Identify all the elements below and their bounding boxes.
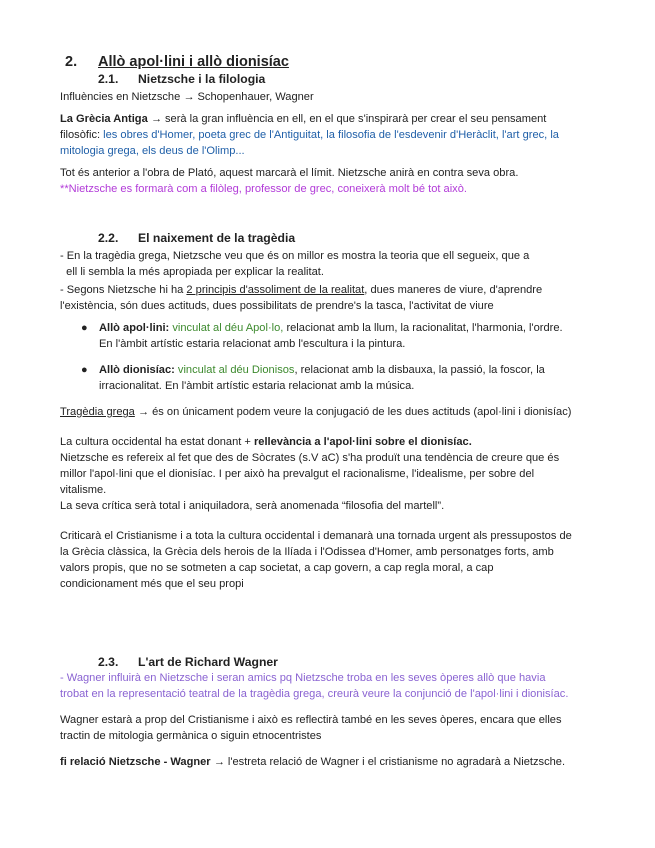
text-span: → l'estreta relació de Wagner i el cristianisme no agradarà a Nietzsche. [210, 756, 566, 768]
bold-term: Allò dionisíac: [99, 364, 175, 376]
bold-term: La Grècia Antiga [60, 113, 148, 125]
section-heading [65, 53, 289, 71]
bold-term: fi relació Nietzsche - Wagner [60, 756, 211, 768]
paragraph-line [60, 404, 571, 420]
paragraph-line [60, 754, 565, 770]
paragraph-line: Criticarà el Cristianisme i a tota la cultura occidental i demanarà una tornada urgent als pressupostos de [60, 530, 572, 542]
text-span: filosòfic: [60, 129, 104, 141]
paragraph-line: Tot és anterior a l'obra de Plató, aquest marcarà el límit. Nietzsche anirà en contra seva obra. [60, 167, 519, 179]
text-span: La cultura occidental ha estat donant + [60, 436, 254, 448]
paragraph-line: valors propis, que no se sotmeten a cap societat, a cap govern, a cap regla moral, a cap [60, 562, 494, 574]
text-span: relacionat amb la llum, la racionalitat, l'harmonia, l'ordre. [283, 322, 563, 334]
paragraph-line: - En la tragèdia grega, Nietzsche veu que és on millor es mostra la teoria que ell segueix, que a [60, 250, 530, 262]
paragraph-line: Wagner estarà a prop del Cristianisme i això es reflectirà també en les seves òperes, encara que elles [60, 714, 562, 726]
text-span: , dues maneres de viure, d'aprendre [364, 284, 543, 296]
subsection-number: 2.3. [98, 655, 119, 669]
paragraph-line [60, 127, 559, 143]
section-number: 2. [65, 54, 78, 70]
text-span: → és on únicament podem veure la conjugació de les dues actituds (apol·lini i dionisíac) [134, 406, 572, 418]
highlight-line: - Wagner influirà en Nietzsche i seran amics pq Nietzsche troba en les seves òperes allò que havia [60, 672, 546, 684]
bold-term: Allò apol·lini: [99, 322, 170, 334]
text-span: - Segons Nietzsche hi ha [60, 284, 187, 296]
bullet-icon: ● [81, 322, 88, 334]
paragraph-line: tractin de mitologia germànica o siguin etnocentristes [60, 730, 322, 742]
text-span: , relacionat amb la disbauxa, la passió, la foscor, la [294, 364, 545, 376]
text-span: → serà la gran influència en ell, en el que s'inspirarà per crear el seu pensament [147, 113, 547, 125]
subsection-title: Nietzsche i la filologia [138, 72, 266, 86]
highlight-text: vinculat al déu Dionisos [174, 364, 295, 376]
bullet-line [99, 362, 545, 378]
subsection-title: L'art de Richard Wagner [138, 655, 278, 669]
highlight-text: mitologia grega, els deus de l'Olimp... [60, 145, 245, 157]
paragraph-line: vitalisme. [60, 484, 107, 496]
paragraph-line: millor l'apol·lini que el dionisíac. I per això ha prevalgut el racionalisme, l'idealisme, per sobre del [60, 468, 535, 480]
section-title: Allò apol·lini i allò dionisíac [98, 54, 289, 70]
paragraph-line: la Grècia clàssica, la Grècia dels herois de la Ilíada i l'Odissea d'Homer, amb personatges forts, amb [60, 546, 554, 558]
paragraph-line: condicionament més que el seu propi [60, 578, 244, 590]
subsection-heading-2-3 [98, 654, 278, 670]
bullet-line [99, 320, 563, 336]
subsection-title: El naixement de la tragèdia [138, 231, 296, 245]
influences-line: Influències en Nietzsche → Schopenhauer, Wagner [60, 91, 314, 103]
subsection-number: 2.2. [98, 231, 119, 245]
bold-term: rellevància a l'apol·lini sobre el dionisíac. [253, 436, 472, 448]
bullet-line: irracionalitat. En l'àmbit artístic estaria relacionat amb la música. [99, 380, 415, 392]
underlined-text: Tragèdia grega [60, 406, 135, 418]
highlight-line: trobat en la representació teatral de la tragèdia grega, creurà veure la conjunció de l'apol·lini i dionisíac. [60, 688, 569, 700]
subsection-heading-2-1 [98, 71, 265, 87]
subsection-number: 2.1. [98, 72, 119, 86]
paragraph-line [60, 111, 546, 127]
paragraph-line [60, 434, 472, 450]
subsection-heading-2-2 [98, 230, 295, 246]
highlight-text: les obres d'Homer, poeta grec de l'Antiguitat, la filosofia de l'esdevenir d'Heràclit, l'art grec, la [103, 129, 559, 141]
bullet-icon: ● [81, 364, 88, 376]
paragraph-line: La seva crítica serà total i aniquiladora, serà anomenada “filosofia del martell”. [60, 500, 445, 512]
highlight-text: vinculat al déu Apol·lo, [169, 322, 284, 334]
note-line: **Nietzsche es formarà com a filòleg, professor de grec, coneixerà molt bé tot això. [60, 183, 467, 195]
underlined-text: 2 principis d'assoliment de la realitat [186, 284, 365, 296]
paragraph-line: ell li sembla la més apropiada per explicar la realitat. [60, 266, 324, 278]
bullet-line: En l'àmbit artístic estaria relacionat amb l'escultura i la pintura. [99, 338, 406, 350]
paragraph-line: Nietzsche es refereix al fet que des de Sòcrates (s.V aC) s'ha produït una tendència de creure que és [60, 452, 560, 464]
paragraph-line: l'existència, són dues actituds, dues possibilitats de prendre's la tasca, l'activitat de viure [60, 300, 494, 312]
paragraph-line [60, 282, 542, 298]
